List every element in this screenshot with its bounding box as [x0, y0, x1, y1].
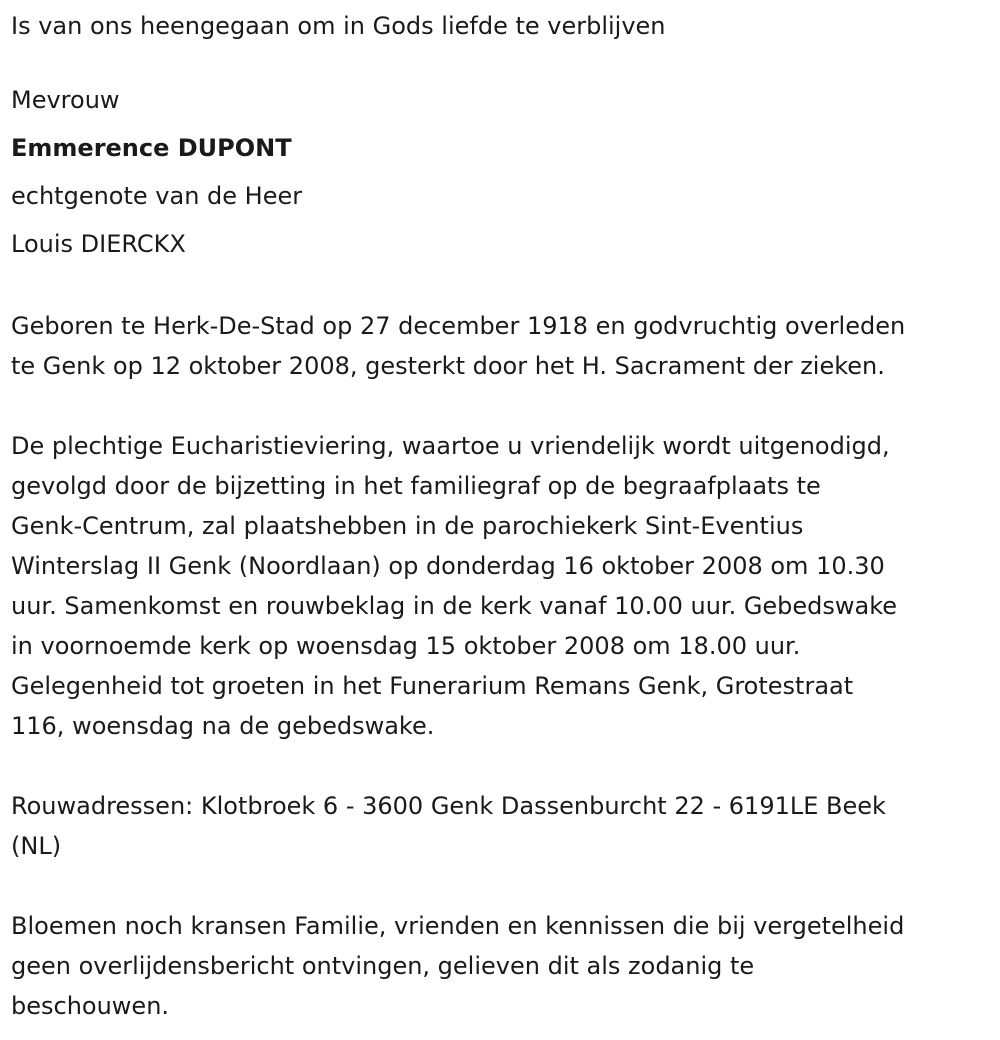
address-paragraph — [11, 786, 996, 866]
ceremony-paragraph — [11, 426, 996, 746]
paragraph-line: (NL) — [11, 832, 62, 860]
paragraph-line: Gelegenheid tot groeten in het Funerarium Remans Genk, Grotestraat — [11, 672, 854, 700]
spacer — [11, 746, 996, 786]
paragraph-line: De plechtige Eucharistieviering, waartoe u vriendelijk wordt uitgenodigd, — [11, 432, 890, 460]
closing-paragraph — [11, 906, 996, 1026]
spouse-name: Louis DIERCKX — [11, 230, 186, 258]
paragraph-line: Genk-Centrum, zal plaatshebben in de parochiekerk Sint-Eventius — [11, 512, 804, 540]
relation-text: echtgenote van de Heer — [11, 182, 303, 210]
paragraph-line: Winterslag II Genk (Noordlaan) op donderdag 16 oktober 2008 om 10.30 — [11, 552, 885, 580]
paragraph-line: 116, woensdag na de gebedswake. — [11, 712, 435, 740]
paragraph-line: gevolgd door de bijzetting in het familiegraf op de begraafplaats te — [11, 472, 821, 500]
death-notice — [11, 6, 996, 1026]
paragraph-line: beschouwen. — [11, 992, 170, 1020]
deceased-name: Emmerence DUPONT — [11, 134, 292, 162]
paragraph-line: Rouwadressen: Klotbroek 6 - 3600 Genk Dassenburcht 22 - 6191LE Beek — [11, 792, 886, 820]
spacer — [11, 46, 996, 80]
paragraph-line: te Genk op 12 oktober 2008, gesterkt door het H. Sacrament der zieken. — [11, 352, 885, 380]
spacer — [11, 866, 996, 906]
paragraph-line: geen overlijdensbericht ontvingen, gelieven dit als zodanig te — [11, 952, 755, 980]
paragraph-line: Geboren te Herk-De-Stad op 27 december 1918 en godvruchtig overleden — [11, 312, 906, 340]
paragraph-line: uur. Samenkomst en rouwbeklag in de kerk vanaf 10.00 uur. Gebedswake — [11, 592, 898, 620]
intro-text: Is van ons heengegaan om in Gods liefde te verblijven — [11, 12, 666, 40]
paragraph-line: Bloemen noch kransen Familie, vrienden en kennissen die bij vergetelheid — [11, 912, 905, 940]
spacer — [11, 272, 996, 306]
title-text: Mevrouw — [11, 86, 120, 114]
birth-death-paragraph — [11, 306, 996, 386]
spacer — [11, 386, 996, 426]
paragraph-line: in voornoemde kerk op woensdag 15 oktober 2008 om 18.00 uur. — [11, 632, 801, 660]
